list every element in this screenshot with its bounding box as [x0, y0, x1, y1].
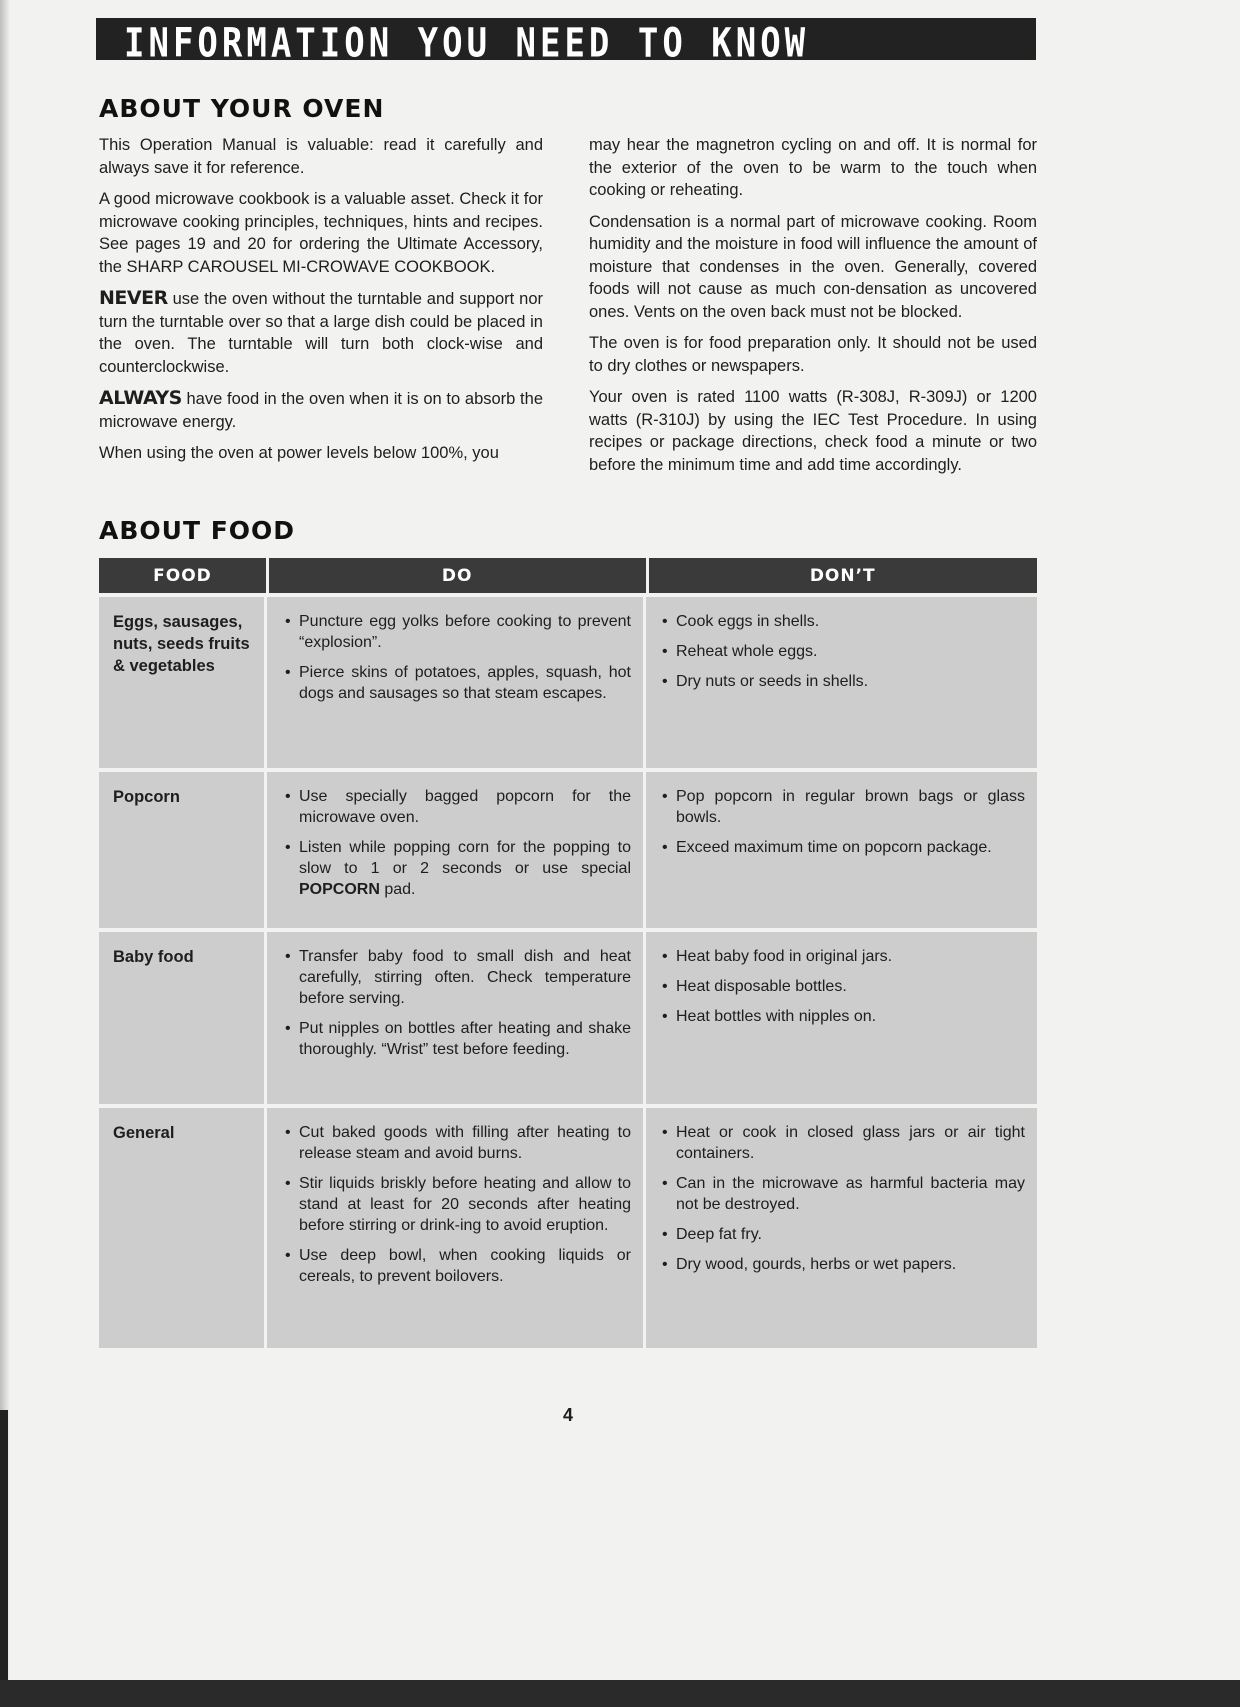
list-item: • Pop popcorn in regular brown bags or glass bowls.	[662, 786, 1025, 828]
paragraph	[99, 387, 543, 433]
list-item-text: Listen while popping corn for the popping to slow to 1 or 2 seconds or use special	[299, 839, 631, 877]
column-header-do: DO	[269, 558, 649, 593]
list-item: • Use specially bagged popcorn for the microwave oven.	[285, 786, 631, 828]
list-item-text: pad.	[379, 881, 416, 898]
do-cell	[267, 597, 646, 768]
list-item: • Cut baked goods with filling after heating to release steam and avoid burns.	[285, 1122, 631, 1164]
list-item: • Transfer baby food to small dish and heat carefully, stirring often. Check temperature before serving.	[285, 946, 631, 1009]
food-cell: Eggs, sausages, nuts, seeds fruits & vegetables	[99, 597, 267, 768]
do-cell	[267, 1108, 646, 1348]
table-row	[99, 768, 1037, 928]
list-item: • Use deep bowl, when cooking liquids or cereals, to prevent boilovers.	[285, 1245, 631, 1287]
list-item: • Reheat whole eggs.	[662, 641, 1025, 662]
about-oven-right-column	[589, 134, 1037, 485]
paragraph-text: use the oven without the turntable and support nor turn the turntable over so that a large dish could be placed in the oven. The turntable will turn both clock-wise and counterclockwise.	[99, 290, 543, 376]
dont-cell	[646, 772, 1037, 928]
paragraph	[99, 287, 543, 378]
paragraph: This Operation Manual is valuable: read it carefully and always save it for reference.	[99, 136, 543, 177]
list-item: • Stir liquids briskly before heating and allow to stand at least for 20 seconds after heating before stirring or drink-ing to avoid eruption.	[285, 1173, 631, 1236]
table-header	[99, 558, 1037, 593]
food-cell: Baby food	[99, 932, 267, 1104]
paragraph: A good microwave cookbook is a valuable asset. Check it for microwave cooking principles, techniques, hints and recipes. See pages 19 and 20 for ordering the Ultimate Accessory, the SHARP CAROUSEL MI-CROWAVE COOKBOOK.	[99, 190, 543, 276]
keyword-never: NEVER	[99, 287, 168, 309]
keyword-always: ALWAYS	[99, 387, 182, 409]
paragraph: may hear the magnetron cycling on and off. It is normal for the exterior of the oven to be warm to the touch when cooking or reheating.	[589, 136, 1037, 199]
page-number: 4	[563, 1405, 574, 1425]
list-item: • Heat disposable bottles.	[662, 976, 1025, 997]
paragraph: The oven is for food preparation only. It should not be used to dry clothes or newspapers.	[589, 334, 1037, 375]
list-item: • Deep fat fry.	[662, 1224, 1025, 1245]
list-item: • Pierce skins of potatoes, apples, squash, hot dogs and sausages so that steam escapes.	[285, 662, 631, 704]
paragraph: When using the oven at power levels below 100%, you	[99, 444, 499, 462]
food-cell: General	[99, 1108, 267, 1348]
dont-cell	[646, 597, 1037, 768]
column-header-food: FOOD	[99, 558, 269, 593]
about-oven-left-column	[99, 134, 543, 474]
paragraph-text: have food in the oven when it is on to absorb the microwave energy.	[99, 390, 543, 431]
list-item: • Heat bottles with nipples on.	[662, 1006, 1025, 1027]
do-cell	[267, 932, 646, 1104]
scan-edge	[0, 1410, 8, 1680]
scan-bottom-band	[0, 1680, 1240, 1707]
list-item	[285, 837, 631, 900]
food-cell: Popcorn	[99, 772, 267, 928]
dont-cell	[646, 932, 1037, 1104]
list-item: • Dry wood, gourds, herbs or wet papers.	[662, 1254, 1025, 1275]
about-oven-heading: ABOUT YOUR OVEN	[99, 94, 385, 123]
about-food-heading: ABOUT FOOD	[99, 516, 296, 545]
paragraph: Your oven is rated 1100 watts (R-308J, R-309J) or 1200 watts (R-310J) by using the IEC Test Procedure. In using recipes or package directions, check food a minute or two before the minimum time and add time accordingly.	[589, 388, 1037, 474]
dont-cell	[646, 1108, 1037, 1348]
list-item: • Exceed maximum time on popcorn package.	[662, 837, 1025, 858]
section-header-bar	[96, 18, 1036, 68]
table-row	[99, 928, 1037, 1104]
table-row	[99, 593, 1037, 768]
list-item: • Cook eggs in shells.	[662, 611, 1025, 632]
popcorn-pad-keyword: POPCORN	[299, 881, 380, 898]
column-header-dont: DON’T	[809, 565, 876, 586]
table-row	[99, 1104, 1037, 1348]
page-title: INFORMATION YOU NEED TO KNOW	[124, 20, 810, 68]
do-cell	[267, 772, 646, 928]
food-do-dont-table	[99, 558, 1037, 1348]
list-item: • Put nipples on bottles after heating and shake thoroughly. “Wrist” test before feeding.	[285, 1018, 631, 1060]
list-item: • Heat baby food in original jars.	[662, 946, 1025, 967]
list-item: • Puncture egg yolks before cooking to prevent “explosion”.	[285, 611, 631, 653]
list-item: • Dry nuts or seeds in shells.	[662, 671, 1025, 692]
list-item: • Can in the microwave as harmful bacteria may not be destroyed.	[662, 1173, 1025, 1215]
paragraph: Condensation is a normal part of microwave cooking. Room humidity and the moisture in food will influence the amount of moisture that condenses in the oven. Generally, covered foods will not cause as much con-densation as uncovered ones. Vents on the oven back must not be blocked.	[589, 212, 1037, 321]
list-item: • Heat or cook in closed glass jars or air tight containers.	[662, 1122, 1025, 1164]
